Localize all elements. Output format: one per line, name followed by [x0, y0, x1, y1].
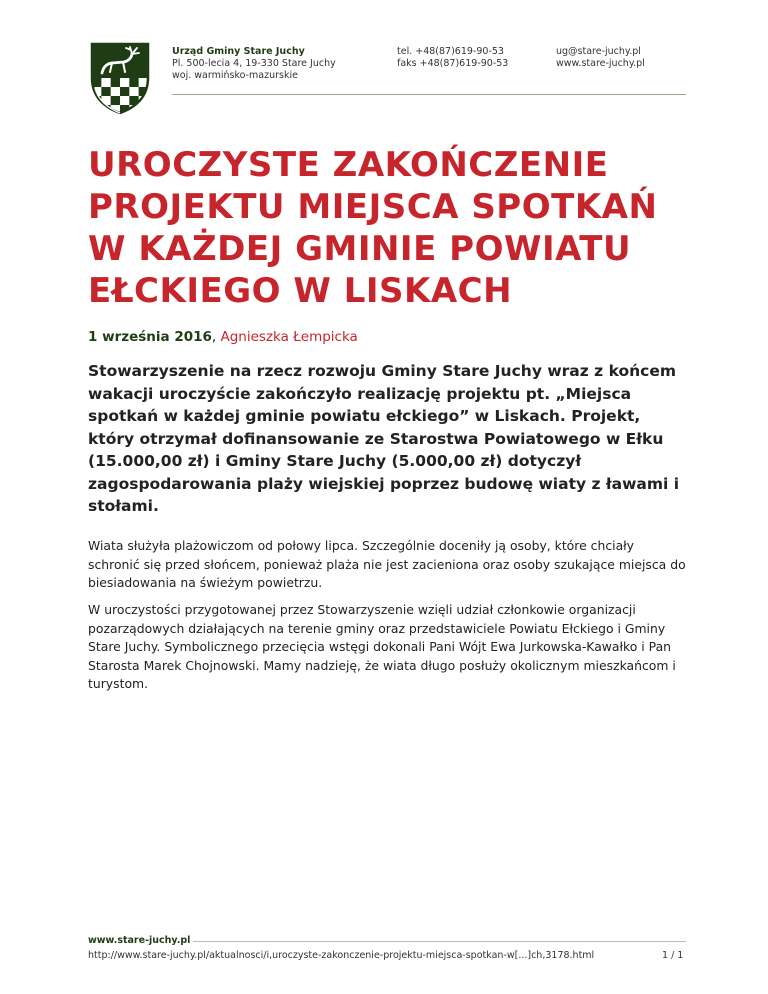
website-address: www.stare-juchy.pl	[556, 58, 645, 69]
meta-separator: ,	[211, 329, 221, 345]
article-paragraph: Wiata służyła plażowiczom od połowy lipca. Szczególnie doceniły ją osoby, które chciały schronić się przed słońcem, ponieważ plaża nie jest zacieniona oraz osoby szukające miejsca do biesiadowania na świeżym powietrzu.	[88, 538, 686, 590]
page-number: 1 / 1	[662, 950, 684, 961]
article-author: Agnieszka Łempicka	[220, 329, 358, 345]
address-line-1: Pl. 500-lecia 4, 19-330 Stare Juchy	[172, 58, 336, 69]
article-meta	[88, 329, 358, 345]
fax-number: faks +48(87)619-90-53	[397, 58, 509, 69]
footer-site: www.stare-juchy.pl	[88, 935, 191, 946]
article-date: 1 września 2016	[88, 329, 212, 345]
article-title: UROCZYSTE ZAKOŃCZENIE PROJEKTU MIEJSCA SPOTKAŃ W KAŻDEJ GMINIE POWIATU EŁCKIEGO W LISKACH	[88, 145, 658, 311]
address-line-2: woj. warmińsko-mazurskie	[172, 70, 298, 81]
footer-url: http://www.stare-juchy.pl/aktualnosci/i,uroczyste-zakonczenie-projektu-miejsca-spotkan-w[...]ch,3178.html	[88, 950, 595, 961]
office-name: Urząd Gminy Stare Juchy	[172, 46, 305, 57]
phone-block	[397, 46, 508, 70]
contact-block	[556, 46, 645, 70]
phone-number: tel. +48(87)619-90-53	[397, 46, 504, 57]
office-address-block	[172, 46, 336, 82]
article-lead: Stowarzyszenie na rzecz rozwoju Gminy Stare Juchy wraz z końcem wakacji uroczyście zakończyło realizację projektu pt. „Miejsca spotkań w każdej gminie powiatu ełckiego” w Liskach. Projekt, który otrzymał dofinansowanie ze Starostwa Powiatowego w Ełku (15.000,00 zł) i Gminy Stare Juchy (5.000,00 zł) dotyczył zagospodarowania plaży wiejskiej poprzez budowę wiaty z ławami i stołami.	[88, 362, 680, 515]
header-divider	[172, 94, 686, 95]
coat-of-arms-icon	[88, 42, 152, 114]
article-paragraph: W uroczystości przygotowanej przez Stowarzyszenie wzięli udział członkowie organizacji pozarządowych działających na terenie gminy oraz przedstawiciele Powiatu Ełckiego i Gminy Stare Juchy. Symbolicznego przecięcia wstęgi dokonali Pani Wójt Ewa Jurkowska-Kawałko i Pan Starosta Marek Chojnowski. Mamy nadzieję, że wiata długo posłuży okolicznym mieszkańcom i turystom.	[88, 602, 676, 691]
email-address: ug@stare-juchy.pl	[556, 46, 641, 57]
footer-divider	[193, 941, 686, 942]
